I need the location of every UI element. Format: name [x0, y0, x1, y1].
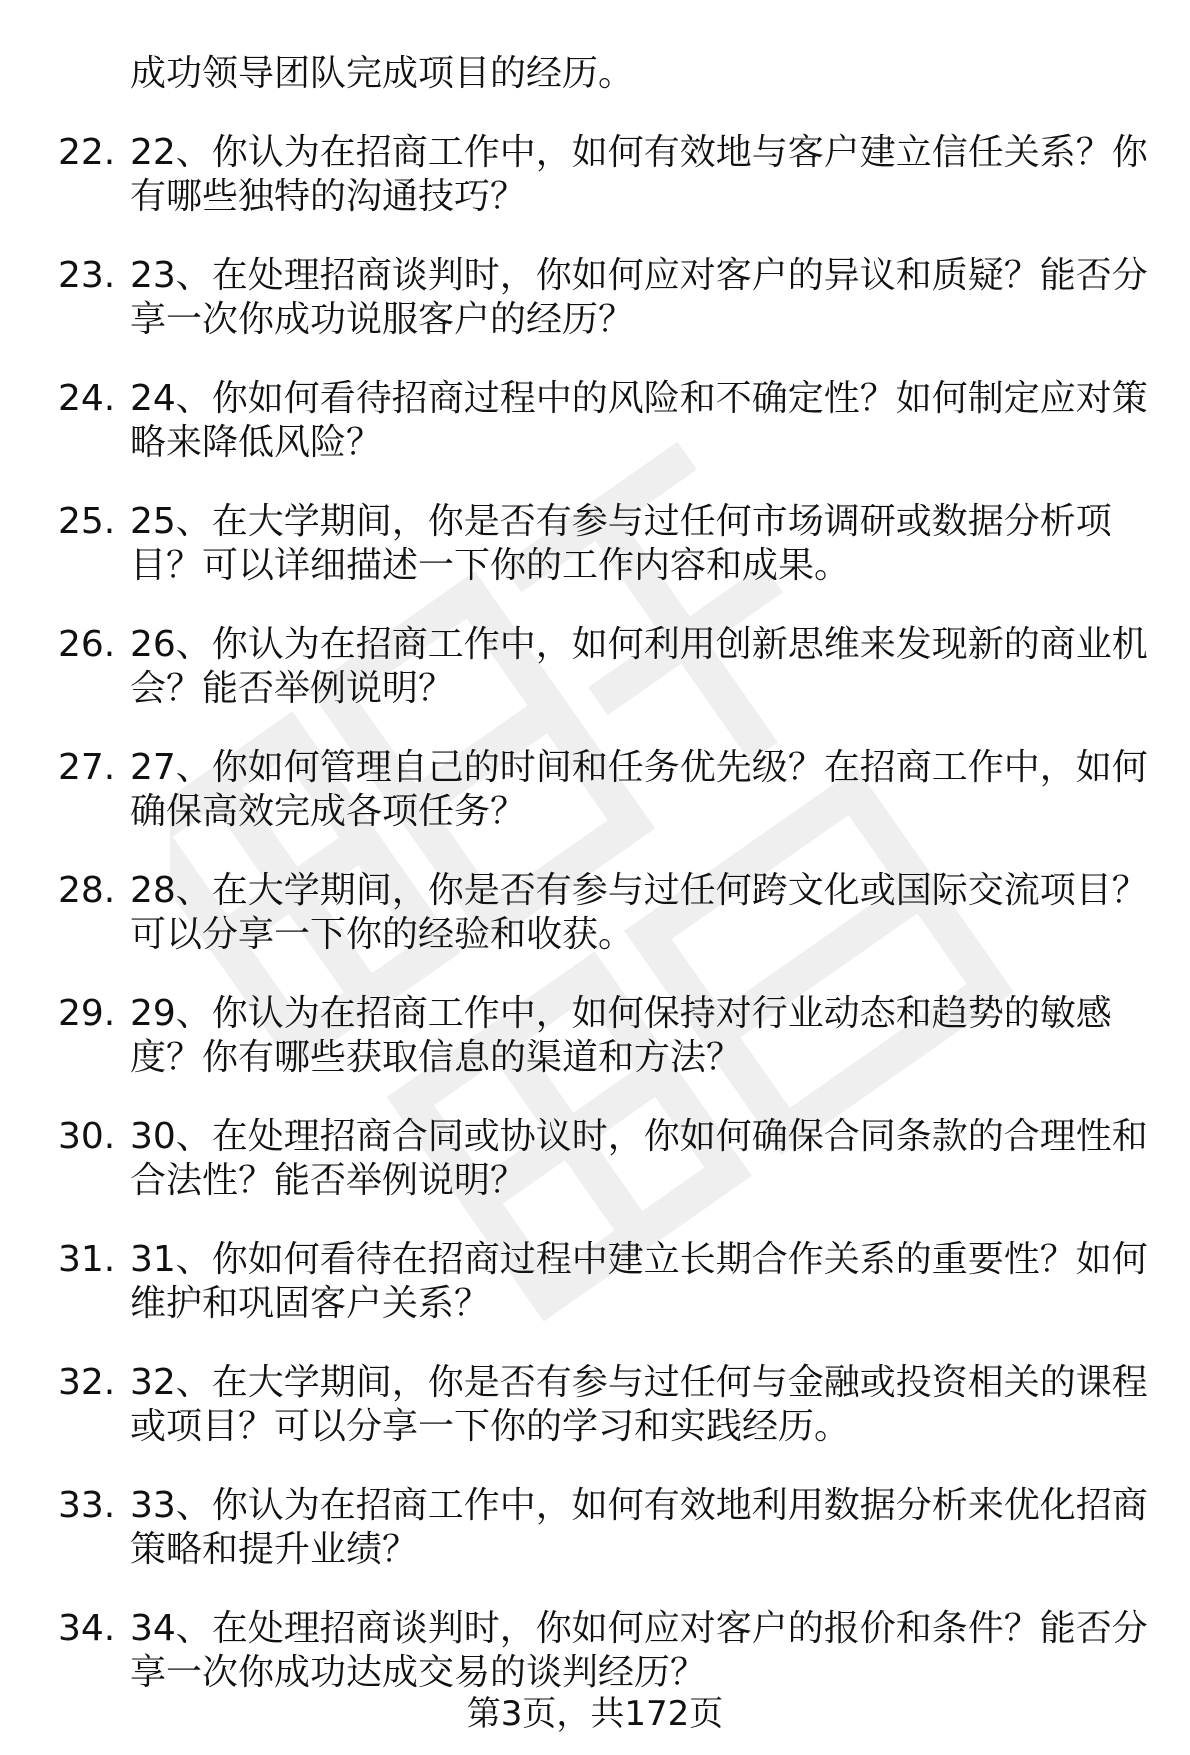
question-number: 28. [58, 870, 116, 911]
question-text-line: 31、你如何看待在招商过程中建立长期合作关系的重要性？如何 [130, 1239, 1148, 1280]
question-item [0, 131, 1190, 219]
question-text-line: 合法性？能否举例说明？ [130, 1160, 527, 1201]
question-item [0, 992, 1190, 1080]
question-item [0, 1238, 1190, 1326]
question-item [0, 1115, 1190, 1203]
question-text-line: 维护和巩固客户关系？ [130, 1283, 491, 1324]
question-item [0, 623, 1190, 711]
question-number: 29. [58, 993, 116, 1034]
question-text-line: 略来降低风险？ [130, 422, 383, 463]
question-item [0, 500, 1190, 588]
question-text-line: 23、在处理招商谈判时，你如何应对客户的异议和质疑？能否分 [130, 255, 1148, 296]
question-number: 24. [58, 378, 116, 419]
question-text-line: 24、你如何看待招商过程中的风险和不确定性？如何制定应对策 [130, 378, 1148, 419]
question-text-line: 会？能否举例说明？ [130, 668, 455, 709]
question-text-line: 26、你认为在招商工作中，如何利用创新思维来发现新的商业机 [130, 624, 1148, 665]
question-number: 33. [58, 1485, 116, 1526]
question-text-line: 有哪些独特的沟通技巧？ [130, 176, 527, 217]
question-text-line: 28、在大学期间，你是否有参与过任何跨文化或国际交流项目？ [130, 870, 1148, 911]
question-item [0, 746, 1190, 834]
question-number: 27. [58, 747, 116, 788]
question-number: 34. [58, 1608, 116, 1649]
question-number: 32. [58, 1362, 116, 1403]
question-number: 25. [58, 501, 116, 542]
question-text-line: 享一次你成功达成交易的谈判经历？ [130, 1652, 707, 1693]
question-text-line: 30、在处理招商合同或协议时，你如何确保合同条款的合理性和 [130, 1116, 1148, 1157]
question-text-line: 25、在大学期间，你是否有参与过任何市场调研或数据分析项 [130, 501, 1112, 542]
question-item [0, 1484, 1190, 1572]
question-text-line: 度？你有哪些获取信息的渠道和方法？ [130, 1037, 743, 1078]
question-text-line: 可以分享一下你的经验和收获。 [130, 914, 635, 955]
question-item [0, 869, 1190, 957]
question-text-line: 29、你认为在招商工作中，如何保持对行业动态和趋势的敏感 [130, 993, 1112, 1034]
question-item [0, 377, 1190, 465]
question-text-line: 确保高效完成各项任务？ [130, 791, 527, 832]
question-item [0, 1607, 1190, 1695]
question-item [0, 1361, 1190, 1449]
question-number: 26. [58, 624, 116, 665]
question-number: 22. [58, 132, 116, 173]
question-text-line: 33、你认为在招商工作中，如何有效地利用数据分析来优化招商 [130, 1485, 1148, 1526]
continued-question-text: 成功领导团队完成项目的经历。 [130, 53, 635, 94]
question-text-line: 34、在处理招商谈判时，你如何应对客户的报价和条件？能否分 [130, 1608, 1148, 1649]
page-footer: 第3页，共172页 [466, 1694, 724, 1734]
question-text-line: 22、你认为在招商工作中，如何有效地与客户建立信任关系？你 [130, 132, 1148, 173]
question-text-line: 目？可以详细描述一下你的工作内容和成果。 [130, 545, 851, 586]
question-number: 31. [58, 1239, 116, 1280]
question-text-line: 享一次你成功说服客户的经历？ [130, 299, 635, 340]
question-text-line: 27、你如何管理自己的时间和任务优先级？在招商工作中，如何 [130, 747, 1148, 788]
question-text-line: 或项目？可以分享一下你的学习和实践经历。 [130, 1406, 851, 1447]
question-item [0, 254, 1190, 342]
question-number: 30. [58, 1116, 116, 1157]
question-text-line: 策略和提升业绩？ [130, 1529, 419, 1570]
question-number: 23. [58, 255, 116, 296]
question-text-line: 32、在大学期间，你是否有参与过任何与金融或投资相关的课程 [130, 1362, 1148, 1403]
